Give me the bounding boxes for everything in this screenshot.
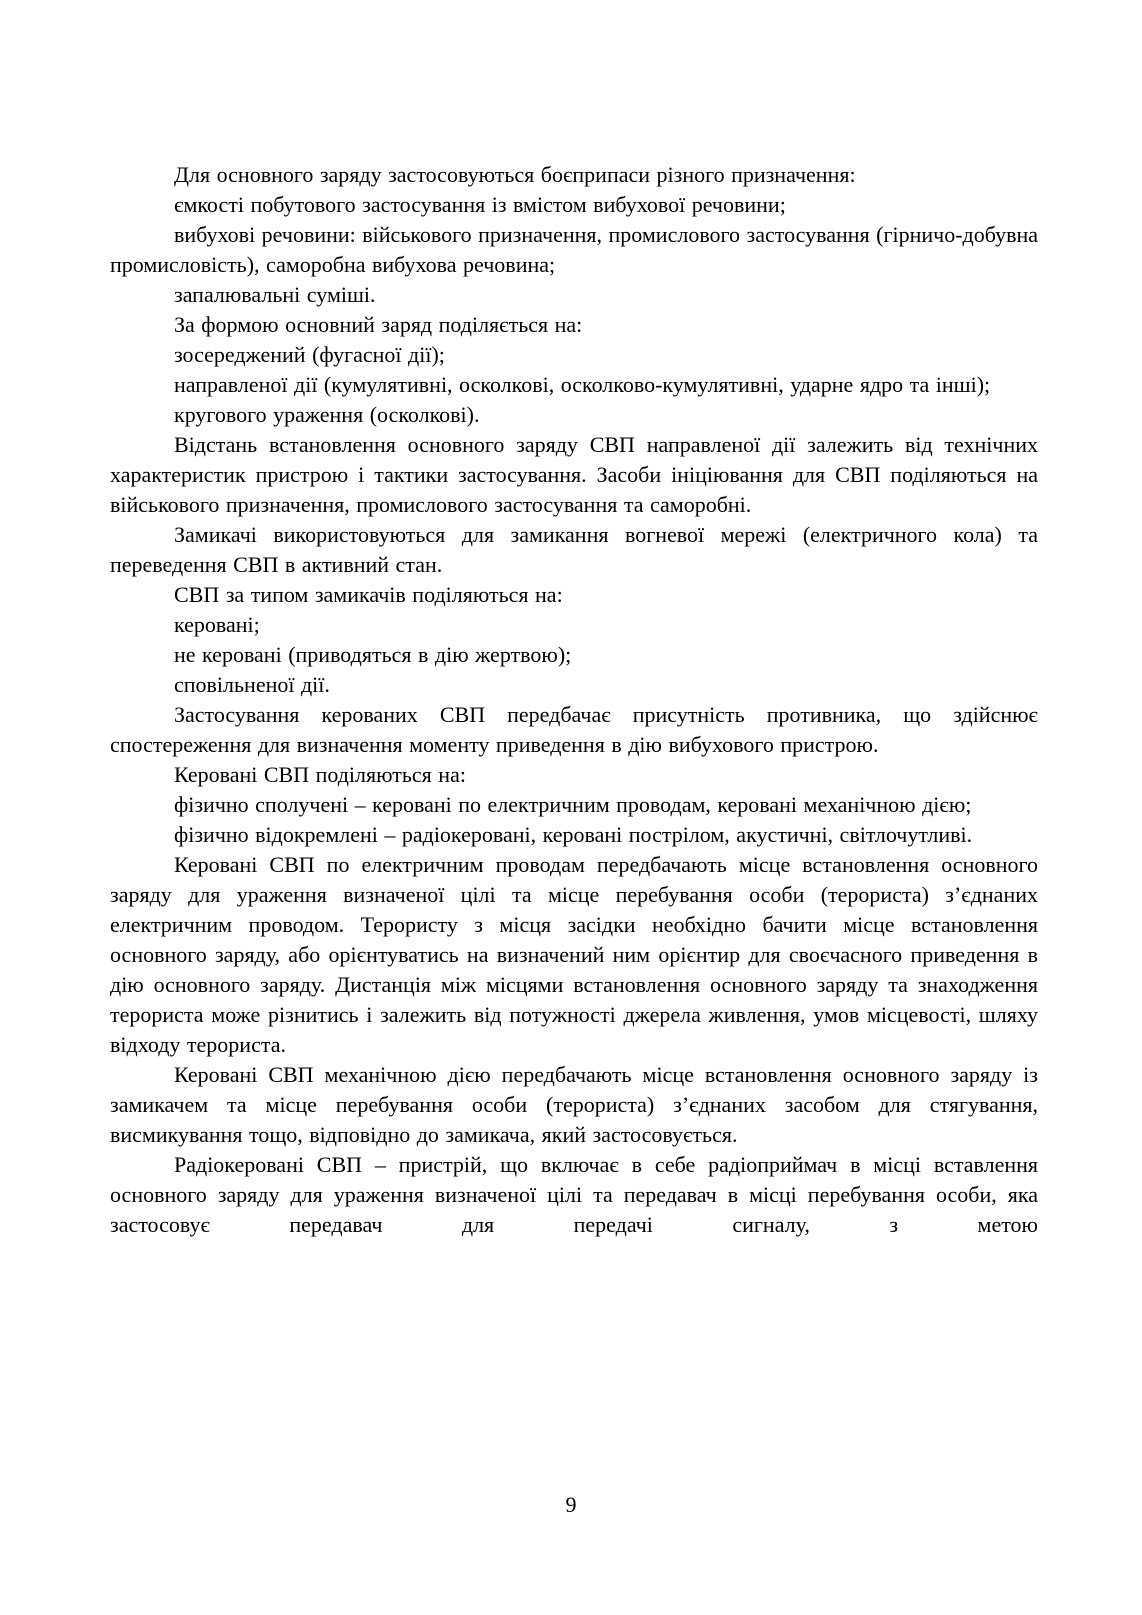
document-body-text bbox=[110, 160, 1038, 1240]
paragraph: Керовані СВП поділяються на: bbox=[174, 762, 466, 787]
paragraph: СВП за типом замикачів поділяються на: bbox=[174, 582, 563, 607]
paragraph: не керовані (приводяться в дію жертвою); bbox=[174, 642, 572, 667]
paragraph: Застосування керованих СВП передбачає присутність противника, що здійснює спостереження для визначення моменту приведення в дію вибухового пристрою. bbox=[110, 702, 1038, 757]
paragraph: Керовані СВП механічною дією передбачають місце встановлення основного заряду із замикачем та місце перебування особи (терориста) з’єднаних засобом для стягування, висмикування тощо, відповідно до замикача, який застосовується. bbox=[110, 1062, 1038, 1147]
paragraph: сповільненої дії. bbox=[174, 672, 330, 697]
paragraph: Радіокеровані СВП – пристрій, що включає в себе радіоприймач в місці вставлення основного заряду для ураження визначеної цілі та передавач в місці перебування особи, яка застосовує передавач для передачі сигналу, з метою bbox=[110, 1152, 1038, 1237]
paragraph: керовані; bbox=[174, 612, 260, 637]
paragraph: фізично відокремлені – радіокеровані, керовані пострілом, акустичні, світлочутливі. bbox=[174, 822, 973, 847]
page-number: 9 bbox=[565, 1492, 577, 1517]
paragraph: Замикачі використовуються для замикання вогневої мережі (електричного кола) та переведення СВП в активний стан. bbox=[110, 522, 1038, 577]
paragraph: фізично сполучені – керовані по електричним проводам, керовані механічною дією; bbox=[174, 792, 972, 817]
paragraph: зосереджений (фугасної дії); bbox=[174, 342, 445, 367]
paragraph: Відстань встановлення основного заряду СВП направленої дії залежить від технічних характеристик пристрою і тактики застосування. Засоби ініціювання для СВП поділяються на військового призначення, промислового застосування та саморобні. bbox=[110, 432, 1038, 517]
paragraph: кругового ураження (осколкові). bbox=[174, 402, 480, 427]
paragraph: Для основного заряду застосовуються боєприпаси різного призначення: bbox=[174, 162, 856, 187]
paragraph: направленої дії (кумулятивні, осколкові, осколково-кумулятивні, ударне ядро та інші); bbox=[174, 372, 991, 397]
paragraph: ємкості побутового застосування із вмістом вибухової речовини; bbox=[174, 192, 786, 217]
paragraph: За формою основний заряд поділяється на: bbox=[174, 312, 583, 337]
paragraph: вибухові речовини: військового призначення, промислового застосування (гірничо-добувна промисловість), саморобна вибухова речовина; bbox=[110, 222, 1038, 277]
paragraph: Керовані СВП по електричним проводам передбачають місце встановлення основного заряду для ураження визначеної цілі та місце перебування особи (терориста) з’єднаних електричним проводом. Терористу з місця засідки необхідно бачити місце встановлення основного заряду, або орієнтуватись на визначений ним орієнтир для своєчасного приведення в дію основного заряду. Дистанція між місцями встановлення основного заряду та знаходження терориста може різнитись і залежить від потужності джерела живлення, умов місцевості, шляху відходу терориста. bbox=[110, 852, 1038, 1057]
paragraph: запалювальні суміші. bbox=[174, 282, 376, 307]
